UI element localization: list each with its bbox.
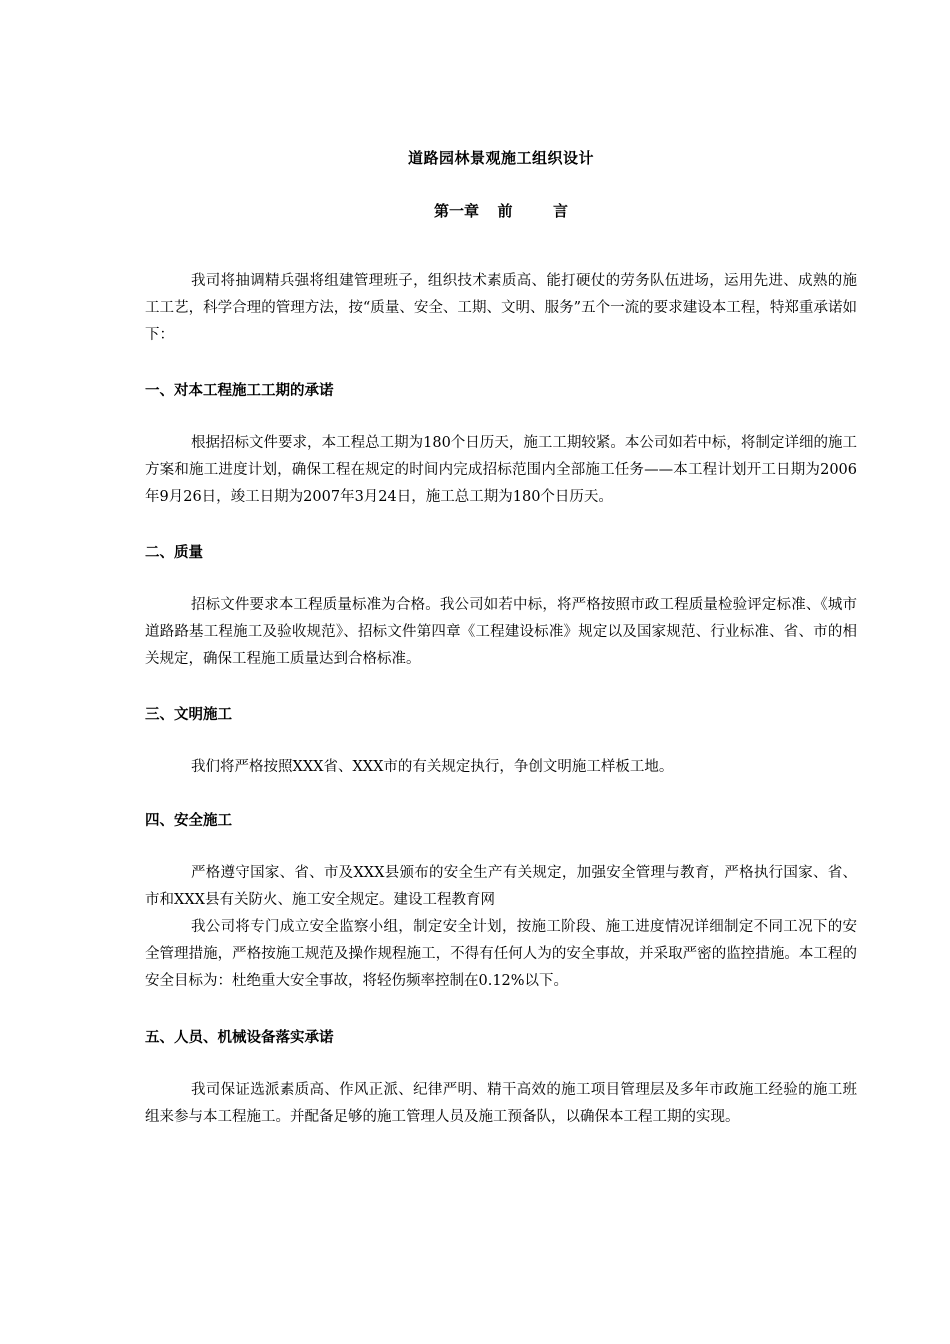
section-3-paragraph-1: 我们将严格按照XXX省、XXX市的有关规定执行，争创文明施工样板工地。: [191, 759, 674, 775]
section-5-paragraph-1: 我司保证选派素质高、作风正派、纪律严明、精干高效的施工项目管理层及多年市政施工经验的施工班组来参与本工程施工。并配备足够的施工管理人员及施工预备队，以确保本工程工期的实现。: [145, 1082, 857, 1125]
chapter-word-2: 言: [552, 202, 568, 220]
chapter-word-1: 前: [497, 202, 513, 220]
document-title: 道路园林景观施工组织设计: [407, 149, 594, 167]
section-heading-2: 二、质量: [145, 544, 203, 561]
section-4-paragraph-2: 我公司将专门成立安全监察小组，制定安全计划，按施工阶段、施工进度情况详细制定不同工况下的安全管理措施，严格按施工规范及操作规程施工，不得有任何人为的安全事故，并采取严密的监控措施。本工程的安全目标为：杜绝重大安全事故，将轻伤频率控制在0.12%以下。: [145, 919, 857, 989]
section-heading-3: 三、文明施工: [145, 706, 232, 723]
section-2-paragraph-1: 招标文件要求本工程质量标准为合格。我公司如若中标，将严格按照市政工程质量检验评定标准、《城市道路路基工程施工及验收规范》、招标文件第四章《工程建设标准》规定以及国家规范、行业标准、省、市的相关规定，确保工程施工质量达到合格标准。: [145, 597, 857, 667]
section-heading-4: 四、安全施工: [145, 812, 232, 829]
intro-paragraph: 我司将抽调精兵强将组建管理班子，组织技术素质高、能打硬仗的劳务队伍进场，运用先进、成熟的施工工艺，科学合理的管理方法，按“质量、安全、工期、文明、服务”五个一流的要求建设本工程，特郑重承诺如下：: [145, 273, 857, 343]
section-4-paragraph-1: 严格遵守国家、省、市及XXX县颁布的安全生产有关规定，加强安全管理与教育，严格执行国家、省、市和XXX县有关防火、施工安全规定。建设工程教育网: [145, 865, 857, 908]
section-1-paragraph-1: 根据招标文件要求，本工程总工期为180个日历天，施工工期较紧。本公司如若中标，将制定详细的施工方案和施工进度计划，确保工程在规定的时间内完成招标范围内全部施工任务——本工程计划开工日期为2006年9月26日，竣工日期为2007年3月24日，施工总工期为180个日历天。: [145, 435, 857, 505]
chapter-title: [145, 200, 857, 221]
chapter-number: 第一章: [434, 202, 480, 220]
section-heading-5: 五、人员、机械设备落实承诺: [145, 1029, 334, 1046]
section-heading-1: 一、对本工程施工工期的承诺: [145, 382, 334, 399]
